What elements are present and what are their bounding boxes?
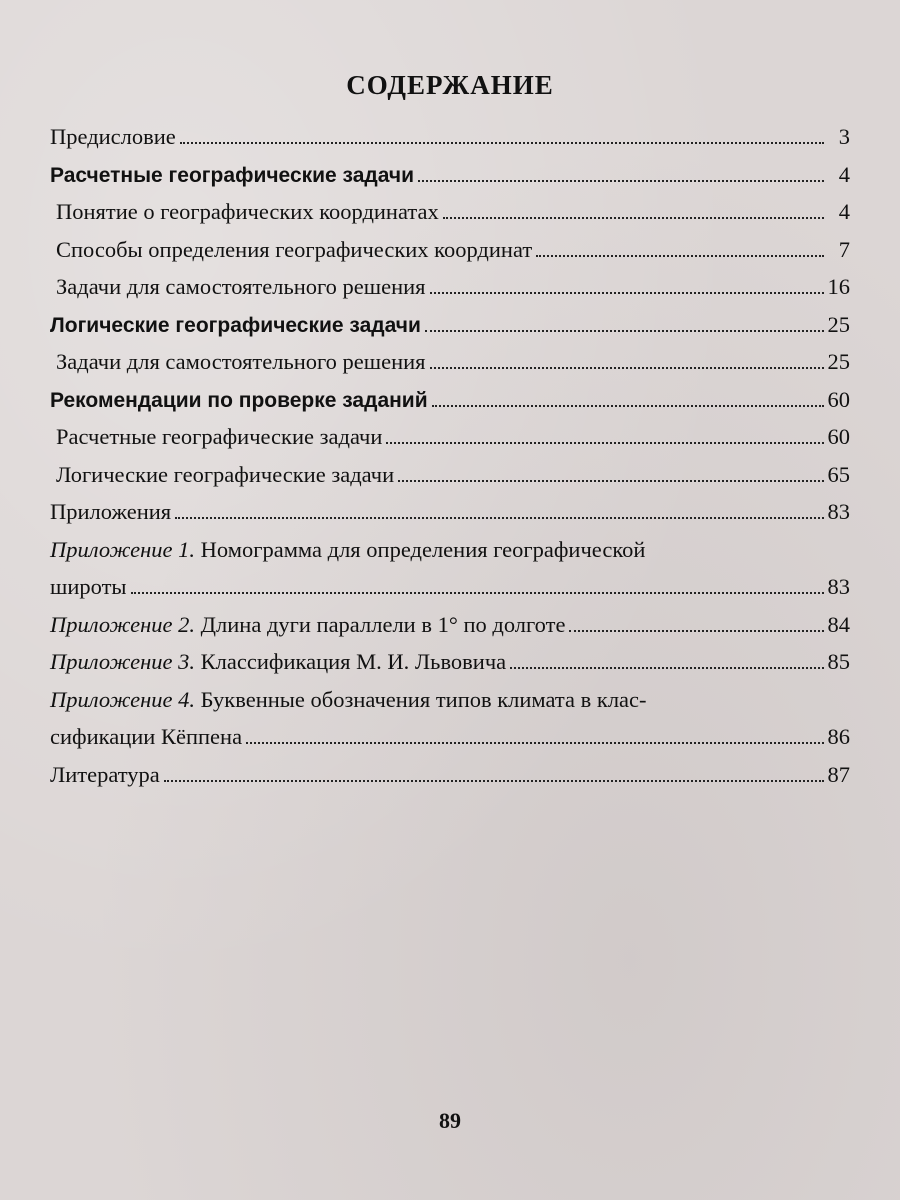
toc-page-number: 85 [827,649,850,674]
toc-entry-text: Длина дуги параллели в 1° по долготе [200,611,566,637]
toc-entry-text: Расчетные географические задачи [56,424,383,449]
dot-leader [536,255,824,257]
appendix-label: Приложение 2. [50,611,196,637]
toc-page-number: 60 [827,386,850,412]
toc-entry-preface [50,118,850,156]
toc-entry-text-wrap [50,606,565,644]
dot-leader [432,405,824,407]
toc-page-number: 25 [827,349,850,374]
toc-page-number: 84 [827,611,850,637]
toc-entry-text: Задачи для самостоятельного решения [56,349,426,374]
dot-leader [398,480,823,482]
dot-leader [425,330,824,332]
toc-entry-appendix-1-line-2 [50,568,850,606]
dot-leader [430,367,824,369]
dot-leader [175,517,823,519]
toc-entry-text: Классификация М. И. Львовича [200,649,507,674]
table-of-contents [50,118,850,793]
toc-page-number: 16 [827,274,850,299]
toc-entry-text-wrap [50,643,506,681]
toc-entry-calc-tasks-answers [50,418,850,456]
dot-leader [510,667,823,669]
toc-page-number: 86 [827,724,850,749]
toc-entry-text: Способы определения географических координат [56,236,533,262]
toc-entry-appendix-4-line-1 [50,681,850,719]
toc-entry-logic-tasks-answers [50,456,850,494]
toc-page-number: 25 [827,311,850,337]
toc-page-number: 3 [838,124,850,149]
appendix-label: Приложение 1. [50,536,196,562]
toc-entry-appendix-4-line-2 [50,718,850,756]
toc-entry-text: Расчетные географические задачи [50,163,414,187]
toc-page-number: 87 [827,761,850,787]
toc-entry-appendices [50,493,850,531]
appendix-label: Приложение 3. [50,649,196,674]
toc-entry-text: сификации Кёппена [50,724,243,749]
dot-leader [180,142,824,144]
toc-entry-self-study-1 [50,268,850,306]
toc-entry-coordinates-methods [50,231,850,269]
page-number: 89 [439,1108,461,1133]
dot-leader [569,630,823,632]
toc-page-number: 83 [827,499,850,524]
toc-page-number: 60 [827,424,850,449]
toc-entry-text: Номограмма для определения географической [200,536,646,562]
toc-entry-text: широты [50,574,127,599]
dot-leader [418,180,824,182]
toc-entry-appendix-3 [50,643,850,681]
dot-leader [164,780,824,782]
toc-entry-text: Предисловие [50,124,176,149]
toc-page-number: 83 [827,574,850,599]
toc-entry-coordinates-concept [50,193,850,231]
toc-entry-text: Задачи для самостоятельного решения [56,274,426,299]
toc-entry-text: Литература [50,761,160,787]
toc-entry-calc-tasks [50,156,850,194]
toc-entry-text: Рекомендации по проверке заданий [50,388,428,412]
toc-entry-literature [50,756,850,794]
toc-entry-appendix-1-line-1 [50,531,850,569]
toc-entry-text: Понятие о географических координатах [56,199,439,224]
toc-entry-text: Приложения [50,499,172,524]
toc-page-number: 7 [838,236,850,262]
toc-entry-text: Логические географические задачи [50,313,421,337]
dot-leader [131,592,824,594]
contents-title: СОДЕРЖАНИЕ [346,70,554,100]
toc-entry-recommendations [50,381,850,419]
dot-leader [443,217,824,219]
toc-entry-text: Буквенные обозначения типов климата в клас- [200,686,647,712]
toc-entry-self-study-2 [50,343,850,381]
dot-leader [430,292,824,294]
toc-entry-text: Логические географические задачи [56,461,395,487]
appendix-label: Приложение 4. [50,686,196,712]
toc-entry-logic-tasks [50,306,850,344]
toc-page-number: 4 [838,161,850,187]
dot-leader [386,442,823,444]
toc-entry-appendix-2 [50,606,850,644]
dot-leader [246,742,823,744]
toc-page-number: 65 [827,461,850,487]
toc-page-number: 4 [838,199,850,224]
